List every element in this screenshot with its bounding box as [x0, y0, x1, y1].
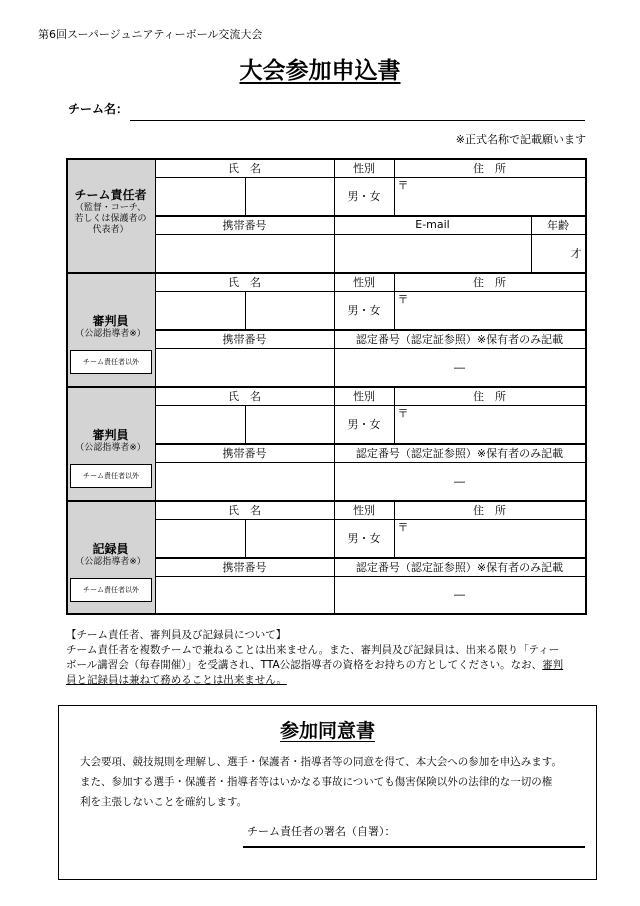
name-field[interactable]: [245, 405, 334, 443]
role-subtitle: （公認指導者※）: [75, 557, 146, 567]
email-field[interactable]: [334, 234, 531, 272]
grid-line: [66, 613, 585, 615]
grid-line: [155, 272, 156, 386]
cert-header: 認定番号（認定証参照）※保有者のみ記載: [355, 560, 564, 574]
name-header: 氏 名: [228, 503, 261, 517]
phone-header: 携帯番号: [222, 560, 267, 574]
consent-title-text: 参加同意書: [279, 720, 375, 742]
about-underlined: 審判員と記録員は兼ねて務めることは出来ません。: [66, 659, 564, 686]
name-field[interactable]: [155, 405, 245, 443]
name-field[interactable]: [155, 519, 245, 557]
address-field[interactable]: [394, 193, 585, 215]
signature-field[interactable]: [243, 846, 585, 848]
name-field[interactable]: [245, 519, 334, 557]
phone-field[interactable]: [155, 348, 334, 386]
grid-line: [245, 177, 246, 215]
gender-select: 男・女: [347, 532, 381, 545]
email-header: E-mail: [415, 218, 450, 231]
page-title: [0, 52, 640, 85]
grid-line: [66, 158, 585, 160]
role-note: チーム責任者以外: [70, 350, 152, 374]
about-text: [66, 643, 566, 688]
role-label: [66, 316, 155, 340]
phone-field[interactable]: [155, 234, 334, 272]
role-title: チーム責任者: [74, 188, 147, 202]
consent-title: [58, 716, 597, 743]
about-heading: 【チーム責任者、審判員及び記録員について】: [66, 629, 287, 641]
grid-line: [155, 557, 585, 559]
role-title: 審判員: [92, 428, 129, 442]
age-header: 年齢: [547, 218, 569, 232]
role-label: [66, 190, 155, 236]
grid-line: [155, 291, 585, 292]
cert-header: 認定番号（認定証参照）※保有者のみ記載: [355, 332, 564, 346]
role-title: 記録員: [92, 542, 129, 556]
grid-line: [245, 405, 246, 443]
gender-header: 性別: [353, 389, 375, 403]
age-unit: 才: [570, 247, 582, 260]
grid-line: [66, 158, 68, 615]
grid-line: [155, 386, 156, 500]
grid-line: [155, 215, 585, 217]
grid-line: [334, 272, 335, 386]
address-header: 住 所: [473, 503, 506, 517]
cert-field: ―: [454, 474, 465, 488]
gender-header: 性別: [353, 275, 375, 289]
gender-header: 性別: [353, 161, 375, 175]
consent-body: [80, 752, 580, 812]
grid-line: [394, 386, 395, 443]
name-field[interactable]: [155, 291, 245, 329]
phone-header: 携帯番号: [222, 332, 267, 346]
grid-line: [155, 158, 156, 272]
address-field[interactable]: [394, 421, 585, 443]
grid-line: [585, 158, 587, 615]
phone-header: 携帯番号: [222, 218, 267, 232]
grid-line: [155, 177, 585, 178]
name-header: 氏 名: [228, 161, 261, 175]
team-name-field[interactable]: [130, 120, 585, 121]
consent-line: 大会要項、競技規則を理解し、選手・保護者・指導者等の同意を得て、本大会への参加を申込みます。: [80, 756, 562, 768]
name-header: 氏 名: [228, 389, 261, 403]
grid-line: [334, 386, 335, 500]
address-header: 住 所: [473, 161, 506, 175]
gender-header: 性別: [353, 503, 375, 517]
grid-line: [155, 500, 156, 613]
role-note: チーム責任者以外: [70, 464, 152, 488]
grid-line: [245, 291, 246, 329]
grid-line: [155, 519, 585, 520]
grid-line: [66, 272, 585, 274]
postal-mark: 〒: [397, 521, 409, 534]
about-roles: [66, 628, 566, 688]
team-name-label: チーム名：: [68, 102, 129, 116]
grid-line: [155, 462, 585, 463]
address-field[interactable]: [394, 307, 585, 329]
grid-line: [66, 500, 585, 502]
name-field[interactable]: [245, 291, 334, 329]
role-note: チーム責任者以外: [70, 578, 152, 602]
postal-mark: 〒: [397, 293, 409, 306]
grid-line: [334, 500, 335, 613]
grid-line: [245, 519, 246, 557]
grid-line: [155, 405, 585, 406]
role-subtitle: 若しくは保護者の: [74, 214, 147, 224]
consent-line: 利を主張しないことを確約します。: [80, 796, 248, 808]
address-header: 住 所: [473, 275, 506, 289]
role-subtitle: （公認指導者※）: [75, 329, 146, 339]
grid-line: [155, 329, 585, 331]
grid-line: [155, 234, 585, 235]
postal-mark: 〒: [397, 407, 409, 420]
age-field[interactable]: [531, 234, 571, 272]
cert-header: 認定番号（認定証参照）※保有者のみ記載: [355, 446, 564, 460]
grid-line: [155, 348, 585, 349]
role-label: [66, 430, 155, 454]
postal-mark: 〒: [397, 179, 409, 192]
gender-select: 男・女: [347, 418, 381, 431]
about-body: チーム責任者を複数チームで兼ねることは出来ません。また、審判員及び記録員は、出来る限り「ティーボール講習会（毎春開催）」を受講され、TTA公認指導者の資格をお持ちの方としてください。なお、: [66, 644, 560, 671]
signature-label: チーム責任者の署名（自署）：: [247, 825, 396, 838]
role-subtitle: 代表者）: [92, 225, 129, 235]
phone-header: 携帯番号: [222, 446, 267, 460]
role-label: [66, 544, 155, 568]
official-name-note: ※正式名称で記載願います: [455, 133, 586, 146]
address-header: 住 所: [473, 389, 506, 403]
gender-select: 男・女: [347, 190, 381, 203]
grid-line: [155, 576, 585, 577]
name-field[interactable]: [245, 177, 334, 215]
grid-line: [155, 443, 585, 445]
grid-line: [394, 500, 395, 557]
phone-field[interactable]: [155, 462, 334, 500]
role-subtitle: （監督・コーチ、: [74, 203, 147, 213]
consent-line: また、参加する選手・保護者・指導者等はいかなる事故についても傷害保険以外の法律的な一切の権: [80, 776, 553, 788]
cert-field: ―: [454, 588, 465, 601]
grid-line: [531, 215, 532, 272]
grid-line: [334, 158, 335, 272]
grid-line: [394, 272, 395, 329]
role-subtitle: （公認指導者※）: [75, 443, 146, 453]
event-header: 第6回スーパージュニアティーボール交流大会: [38, 28, 263, 41]
name-field[interactable]: [155, 177, 245, 215]
grid-line: [66, 386, 585, 388]
role-title: 審判員: [92, 314, 129, 328]
cert-field: ―: [454, 360, 465, 374]
name-header: 氏 名: [228, 275, 261, 289]
page-title-text: 大会参加申込書: [239, 58, 401, 84]
grid-line: [394, 158, 395, 215]
address-field[interactable]: [394, 535, 585, 557]
gender-select: 男・女: [347, 304, 381, 317]
phone-field[interactable]: [155, 576, 334, 613]
